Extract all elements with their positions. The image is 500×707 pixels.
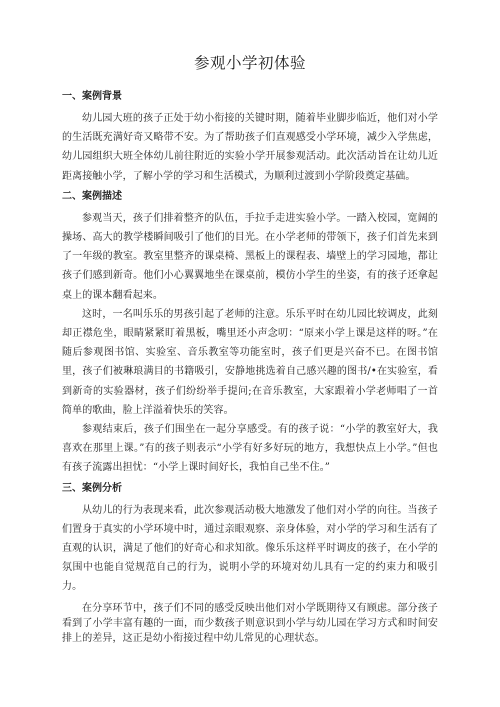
section-heading-background: 一、案例背景 <box>62 91 122 102</box>
background-paragraph: 幼儿园大班的孩子正处于幼小衔接的关键时期，随着毕业脚步临近，他们对小学的生活既充满好奇又略带不安。为了帮助孩子们直观感受小学环境，减少入学焦虑，幼儿园组织大班全体幼儿前往附近的实验小学开展参观活动。此次活动旨在让幼儿近距离接触小学，了解小学的学习和生活模式，为顺利过渡到小学阶段奠定基础。 <box>62 113 438 182</box>
section-heading-analysis: 三、案例分析 <box>62 482 122 494</box>
analysis-paragraph-2: 在分享环节中，孩子们不同的感受反映出他们对小学既期待又有顾虑。部分孩子看到了小学丰富有趣的一面，而少数孩子则意识到小学与幼儿园在学习方式和时间安排上的差异，这正是幼小衔接过程中幼儿常见的心理状态。 <box>62 602 438 644</box>
analysis-paragraph-1: 从幼儿的行为表现来看，此次参观活动极大地激发了他们对小学的向往。当孩子们置身于真实的小学环境中时，通过亲眼观察、亲身体验，对小学的学习和生活有了直观的认识，满足了他们的好奇心和求知欲。像乐乐这样平时调皮的孩子，在小学的氛围中也能自觉规范自己的行为，说明小学的环境对幼儿具有一定的约束力和吸引力。 <box>62 504 438 593</box>
description-paragraph-2: 这时，一名叫乐乐的男孩引起了老师的注意。乐乐平时在幼儿园比较调皮，此刻却正襟危坐，眼睛紧紧盯着黑板，嘴里还小声念叨：“原来小学上课是这样的呀。”在随后参观图书馆、实验室、音乐教室等功能室时，孩子们更是兴奋不已。在图书馆里，孩子们被琳琅满目的书籍吸引，安静地挑选着自己感兴趣的图书/•在实验室，看到新奇的实验器材，孩子们纷纷举手提问;在音乐教室，大家跟着小学老师唱了一首简单的歌曲，脸上洋溢着快乐的笑容。 <box>62 308 438 416</box>
section-analysis <box>62 482 438 646</box>
section-background <box>62 90 438 186</box>
section-heading-description: 二、案例描述 <box>62 190 122 202</box>
description-paragraph-3: 参观结束后，孩子们围坐在一起分享感受。有的孩子说：“小学的教室好大，我喜欢在那里上课。”有的孩子则表示“小学有好多好玩的地方，我想快点上小学。”但也有孩子流露出担忧：“小学上课时间好长，我怕自己坐不住。” <box>62 424 438 474</box>
document-title: 参观小学初体验 <box>193 54 306 72</box>
description-paragraph-1: 参观当天，孩子们排着整齐的队伍，手拉手走进实验小学。一踏入校园，宽阔的操场、高大的教学楼瞬间吸引了他们的目光。在小学老师的带领下，孩子们首先来到了一年级的教室。教室里整齐的课桌椅、黑板上的课程表、墙壁上的学习园地，都让孩子们感到新奇。他们小心翼翼地坐在课桌前，模仿小学生的坐姿，有的孩子还拿起桌上的课本翻看起来。 <box>62 212 438 301</box>
section-description <box>62 190 438 478</box>
